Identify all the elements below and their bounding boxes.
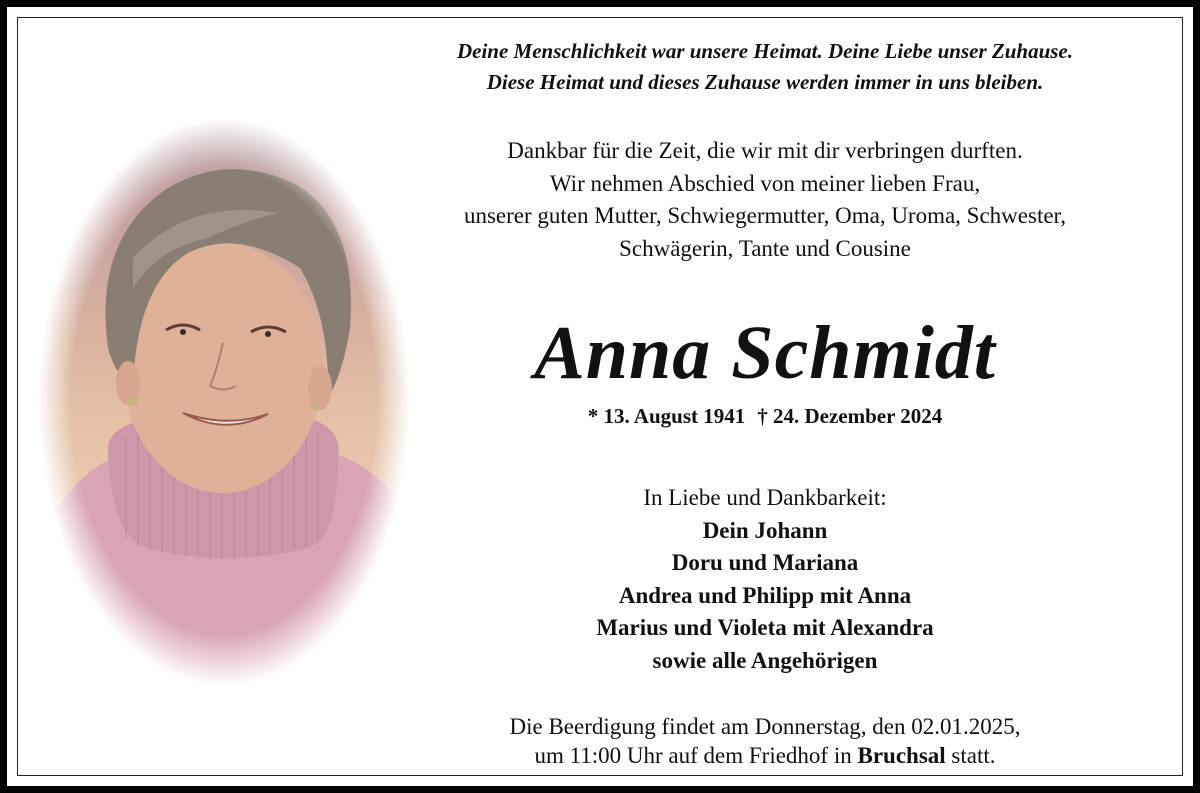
deceased-name: Anna Schmidt xyxy=(534,311,996,395)
motto-line: Diese Heimat und dieses Zuhause werden immer in uns bleiben. xyxy=(486,70,1044,94)
funeral-end-text: statt. xyxy=(945,743,996,768)
life-dates xyxy=(370,401,1160,431)
family-member: Dein Johann xyxy=(702,517,828,543)
death-date: † 24. Dezember 2024 xyxy=(757,404,943,428)
funeral-line: Die Beerdigung findet am Donnerstag, den 02.01.2025, xyxy=(509,714,1021,739)
family-member: sowie alle Angehörigen xyxy=(652,647,878,673)
intro-line: Wir nehmen Abschied von meiner lieben Frau, xyxy=(549,170,981,196)
funeral-time-text: um 11:00 Uhr auf dem Friedhof in xyxy=(534,743,858,768)
family-heading: In Liebe und Dankbarkeit: xyxy=(643,485,887,510)
family-member: Doru und Mariana xyxy=(671,550,859,575)
funeral-place: Bruchsal xyxy=(857,743,946,768)
family-list xyxy=(370,482,1160,677)
funeral-line xyxy=(370,741,1160,770)
motto-line: Deine Menschlichkeit war unsere Heimat. Deine Liebe unser Zuhause. xyxy=(456,39,1073,63)
birth-date: * 13. August 1941 xyxy=(587,404,746,428)
motto xyxy=(370,36,1160,98)
intro-text xyxy=(370,135,1160,265)
portrait-photo xyxy=(38,118,410,686)
intro-line: Dankbar für die Zeit, die wir mit dir verbringen durften. xyxy=(507,138,1023,163)
family-member: Marius und Violeta mit Alexandra xyxy=(596,615,934,640)
intro-line: unserer guten Mutter, Schwiegermutter, Oma, Uroma, Schwester, xyxy=(463,203,1067,228)
funeral-notice xyxy=(370,712,1160,770)
intro-line: Schwägerin, Tante und Cousine xyxy=(619,235,911,261)
family-member: Andrea und Philipp mit Anna xyxy=(618,582,912,608)
